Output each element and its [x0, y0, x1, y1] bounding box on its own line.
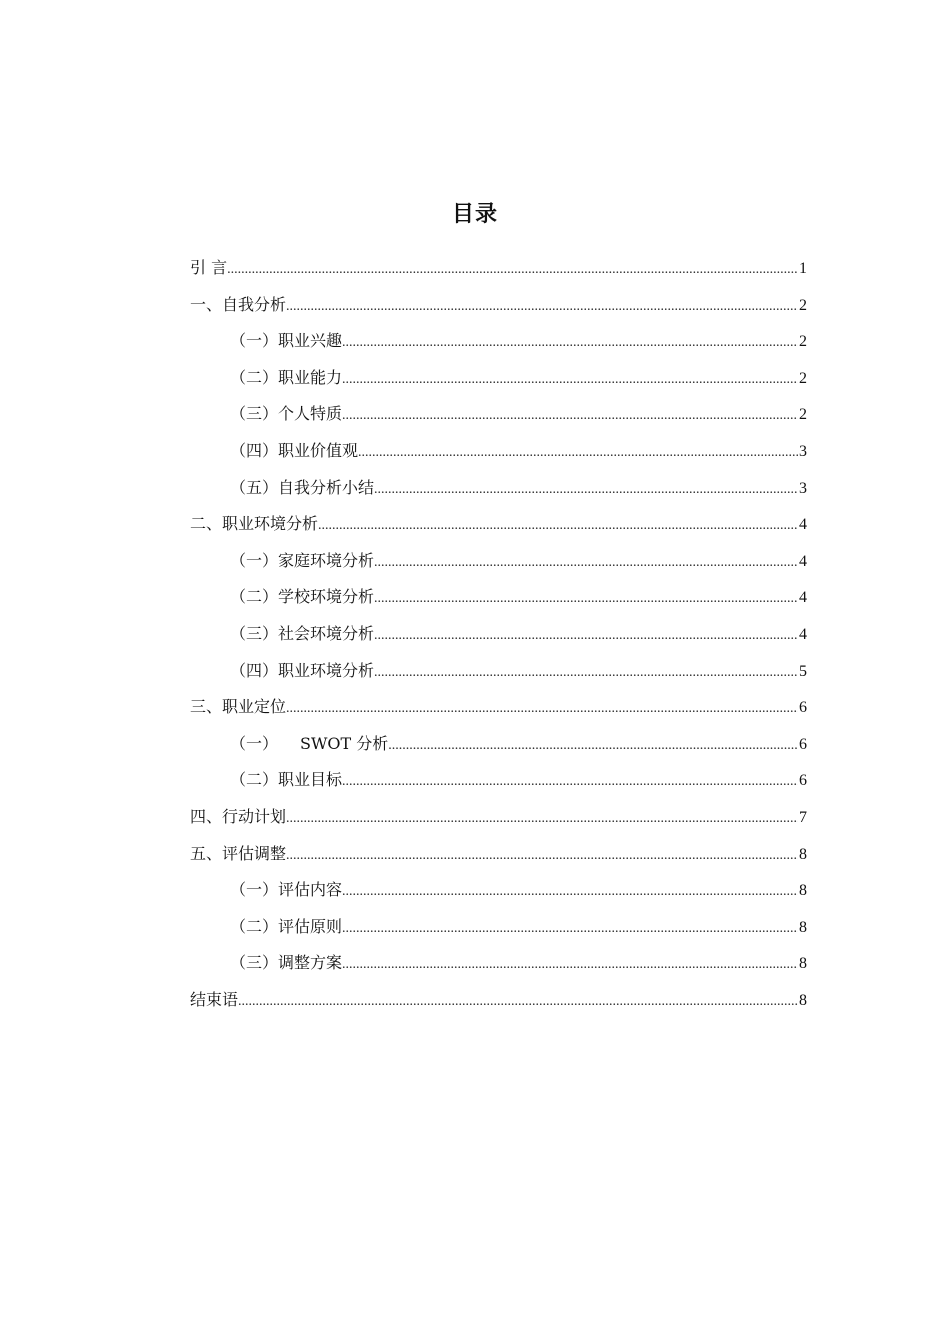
toc-entry-number: （二） — [230, 916, 279, 936]
toc-leader-dots — [342, 911, 798, 948]
toc-entry-label — [230, 360, 342, 397]
toc-entry-label — [230, 726, 388, 763]
toc-entry-label — [230, 579, 374, 616]
toc-entry-label — [230, 616, 374, 653]
toc-entry-occupational-environment[interactable] — [190, 653, 807, 690]
toc-entry-label — [230, 433, 358, 470]
toc-leader-dots — [342, 874, 798, 911]
toc-entry-career-environment[interactable] — [190, 506, 807, 543]
toc-entry-label — [230, 762, 342, 799]
toc-leader-dots — [388, 728, 798, 765]
toc-leader-dots — [227, 252, 798, 289]
toc-entry-label: 引 言 — [190, 258, 228, 277]
toc-entry-school-environment[interactable] — [190, 579, 807, 616]
toc-entry-label — [230, 909, 342, 946]
toc-page-number: 4 — [799, 625, 807, 643]
toc-entry-career-interest[interactable] — [190, 323, 807, 360]
toc-leader-dots — [318, 508, 798, 545]
toc-entry-label — [230, 470, 374, 507]
toc-leader-dots — [342, 325, 798, 362]
toc-entry-label — [230, 872, 342, 909]
toc-page-number: 5 — [799, 662, 807, 680]
toc-entry-text: 调整方案 — [278, 953, 343, 973]
toc-leader-dots — [374, 581, 798, 618]
toc-entry-number: （三） — [230, 953, 279, 973]
toc-leader-dots — [342, 398, 798, 435]
toc-entry-self-analysis-summary[interactable] — [190, 470, 807, 507]
toc-leader-dots — [374, 618, 798, 655]
toc-page-number: 8 — [799, 955, 807, 973]
toc-entry-label — [230, 396, 342, 433]
toc-entry-label: 五、评估调整 — [190, 843, 287, 863]
toc-page-number: 6 — [799, 699, 807, 717]
toc-entry-text: 评估内容 — [278, 880, 343, 900]
toc-entry-number: （二） — [230, 587, 279, 607]
toc-entry-number: （一） — [230, 880, 279, 900]
toc-page-number: 1 — [799, 260, 807, 277]
toc-entry-text: 职业目标 — [278, 770, 343, 790]
toc-leader-dots — [374, 472, 798, 509]
toc-entry-number: （三） — [230, 623, 279, 643]
toc-entry-conclusion[interactable] — [190, 982, 807, 1019]
toc-entry-label: 四、行动计划 — [190, 806, 287, 826]
toc-entry-text: SWOT 分析 — [300, 733, 389, 753]
toc-leader-dots — [358, 435, 798, 472]
toc-leader-dots — [286, 691, 798, 728]
toc-entry-label: 二、职业环境分析 — [190, 514, 319, 534]
toc-entry-evaluation-content[interactable] — [190, 872, 807, 909]
toc-entry-number: （一） — [230, 733, 279, 753]
toc-entry-text: 社会环境分析 — [278, 623, 375, 643]
toc-leader-dots — [286, 801, 798, 838]
toc-entry-text: 职业价值观 — [278, 440, 359, 460]
toc-page-number: 2 — [799, 333, 807, 351]
toc-page-number: 8 — [799, 845, 807, 863]
toc-entry-number: （四） — [230, 660, 279, 680]
toc-entry-self-analysis[interactable] — [190, 287, 807, 324]
toc-entry-label: 三、职业定位 — [190, 697, 287, 717]
toc-entry-label: 一、自我分析 — [190, 294, 287, 314]
toc-entry-number: （一） — [230, 331, 279, 351]
toc-entry-text: 个人特质 — [278, 404, 343, 424]
toc-entry-introduction[interactable] — [190, 250, 807, 287]
toc-leader-dots — [286, 838, 798, 875]
toc-entry-career-values[interactable] — [190, 433, 807, 470]
toc-entry-career-ability[interactable] — [190, 360, 807, 397]
toc-entry-text: 职业能力 — [278, 367, 343, 387]
toc-entry-number: （二） — [230, 770, 279, 790]
toc-entry-adjustment-plan[interactable] — [190, 945, 807, 982]
toc-entry-text: 自我分析小结 — [278, 477, 375, 497]
toc-entry-number: （四） — [230, 440, 279, 460]
toc-entry-social-environment[interactable] — [190, 616, 807, 653]
toc-leader-dots — [374, 655, 798, 692]
toc-entry-text: 学校环境分析 — [278, 587, 375, 607]
table-of-contents — [190, 250, 807, 1018]
toc-leader-dots — [342, 362, 798, 399]
toc-page-number: 6 — [799, 772, 807, 790]
toc-leader-dots — [342, 947, 798, 984]
toc-entry-family-environment[interactable] — [190, 543, 807, 580]
toc-entry-swot-analysis[interactable] — [190, 726, 807, 763]
toc-entry-text: 评估原则 — [278, 916, 343, 936]
toc-entry-number: （五） — [230, 477, 279, 497]
toc-entry-label — [230, 653, 374, 690]
toc-entry-career-goals[interactable] — [190, 762, 807, 799]
toc-page-number: 8 — [799, 918, 807, 936]
toc-entry-evaluation-adjustment[interactable] — [190, 836, 807, 873]
toc-entry-number: （三） — [230, 404, 279, 424]
toc-page-number: 8 — [799, 882, 807, 900]
toc-page-number: 2 — [799, 296, 807, 314]
toc-page-number: 8 — [799, 991, 807, 1009]
toc-entry-number: （一） — [230, 550, 279, 570]
toc-page-number: 6 — [799, 735, 807, 753]
toc-entry-label: 结束语 — [190, 989, 239, 1009]
toc-entry-label — [230, 543, 374, 580]
toc-page-number: 2 — [799, 369, 807, 387]
toc-entry-label — [230, 945, 342, 982]
toc-leader-dots — [342, 764, 798, 801]
toc-entry-text: 家庭环境分析 — [278, 550, 375, 570]
toc-page-number: 7 — [799, 808, 807, 826]
toc-page-number: 4 — [799, 516, 807, 534]
toc-entry-action-plan[interactable] — [190, 799, 807, 836]
toc-leader-dots — [286, 289, 798, 326]
toc-page-number: 3 — [799, 442, 807, 460]
toc-entry-number: （二） — [230, 367, 279, 387]
toc-entry-label — [230, 323, 342, 360]
toc-page-number: 4 — [799, 589, 807, 607]
toc-page-number: 3 — [799, 479, 807, 497]
toc-entry-personal-traits[interactable] — [190, 396, 807, 433]
toc-page-number: 2 — [799, 406, 807, 424]
toc-leader-dots — [374, 545, 798, 582]
toc-entry-career-positioning[interactable] — [190, 689, 807, 726]
toc-leader-dots — [238, 984, 798, 1021]
toc-page-number: 4 — [799, 552, 807, 570]
toc-title: 目录 — [451, 202, 498, 227]
toc-entry-evaluation-principles[interactable] — [190, 909, 807, 946]
toc-entry-text: 职业环境分析 — [278, 660, 375, 680]
toc-entry-text: 职业兴趣 — [278, 331, 343, 351]
